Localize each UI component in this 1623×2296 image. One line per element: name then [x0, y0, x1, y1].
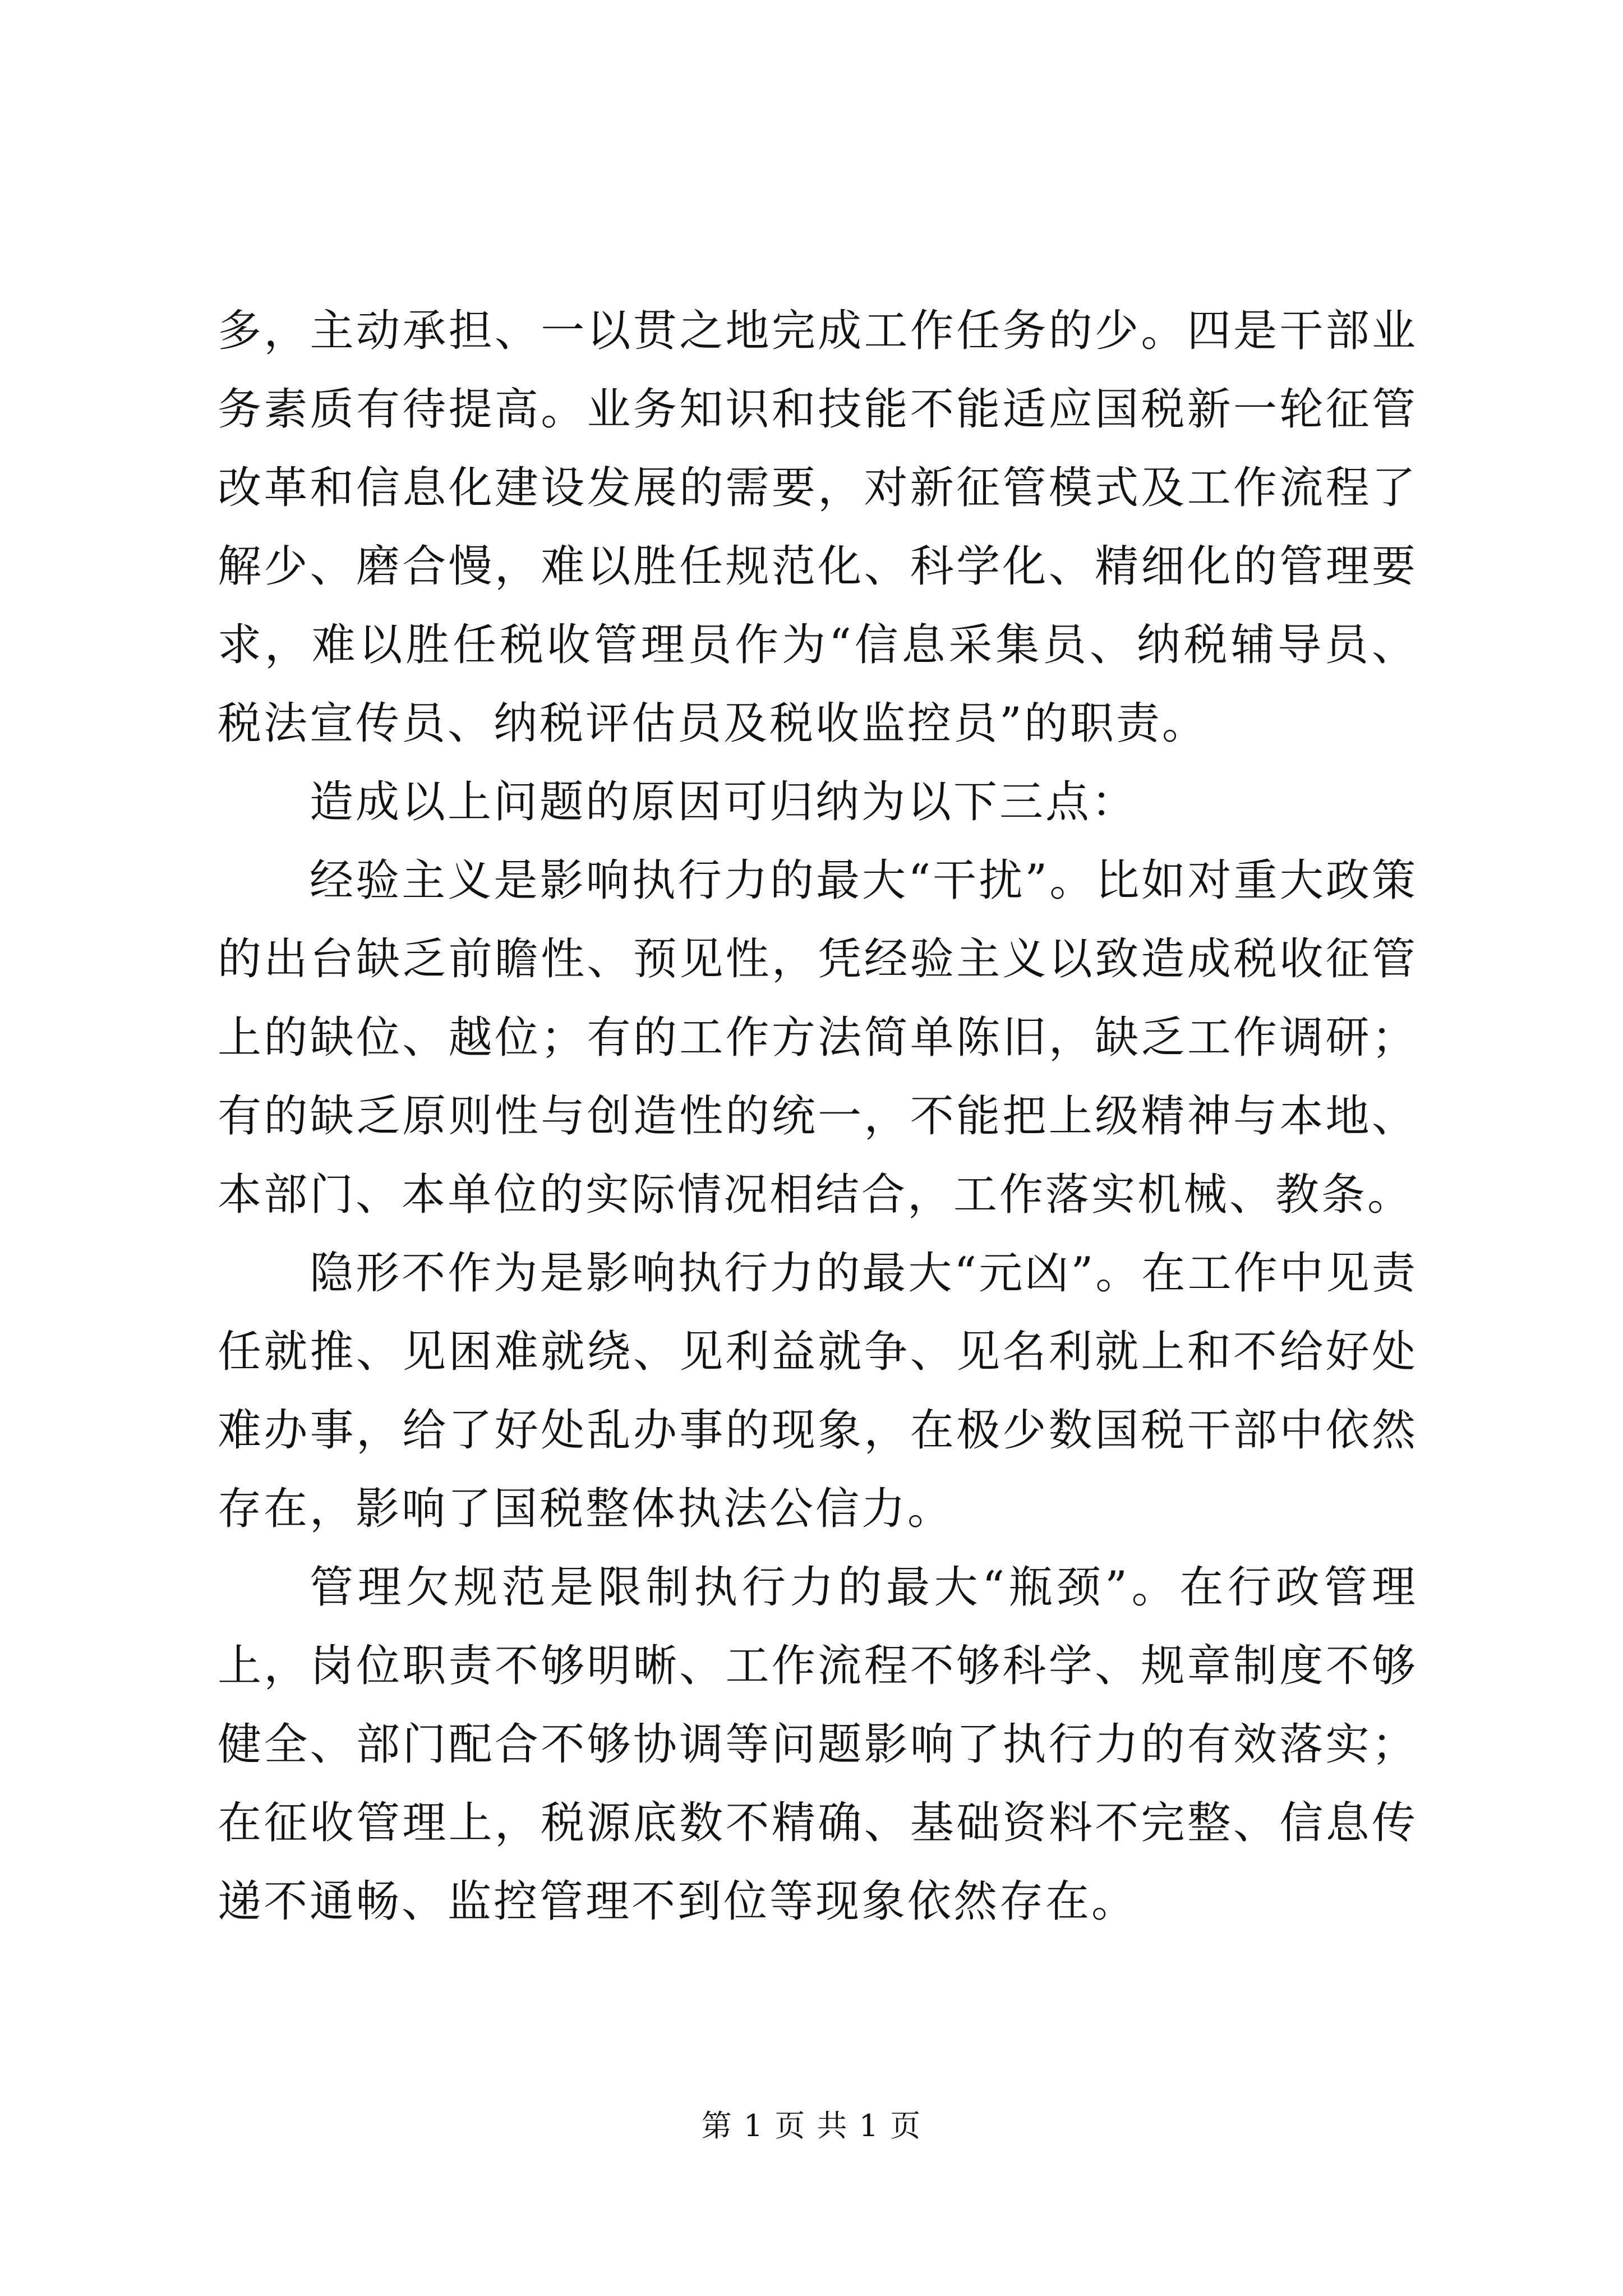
paragraph-inaction: 隐形不作为是影响执行力的最大“元凶”。在工作中见责任就推、见困难就绕、见利益就争、见名利就上和不给好处难办事，给了好处乱办事的现象，在极少数国税干部中依然存在，影响了国税整体执法公信力。 [218, 1248, 1418, 1534]
paragraph-causes-intro: 造成以上问题的原因可归纳为以下三点： [310, 777, 1138, 827]
document-body [218, 292, 1418, 1941]
paragraph-management: 管理欠规范是限制执行力的最大“瓶颈”。在行政管理上，岗位职责不够明晰、工作流程不够科学、规章制度不够健全、部门配合不够协调等问题影响了执行力的有效落实；在征收管理上，税源底数不精确、基础资料不完整、信息传递不通畅、监控管理不到位等现象依然存在。 [218, 1562, 1418, 1927]
page-footer: 第 1 页 共 1 页 [701, 2108, 922, 2143]
paragraph-empiricism: 经验主义是影响执行力的最大“干扰”。比如对重大政策的出台缺乏前瞻性、预见性，凭经验主义以致造成税收征管上的缺位、越位；有的工作方法简单陈旧，缺乏工作调研；有的缺乏原则性与创造性的统一，不能把上级精神与本地、本部门、本单位的实际情况相结合，工作落实机械、教条。 [218, 855, 1418, 1220]
paragraph-continuation: 多，主动承担、一以贯之地完成工作任务的少。四是干部业务素质有待提高。业务知识和技能不能适应国税新一轮征管改革和信息化建设发展的需要，对新征管模式及工作流程了解少、磨合慢，难以胜任规范化、科学化、精细化的管理要求，难以胜任税收管理员作为“信息采集员、纳税辅导员、税法宣传员、纳税评估员及税收监控员”的职责。 [218, 306, 1418, 749]
